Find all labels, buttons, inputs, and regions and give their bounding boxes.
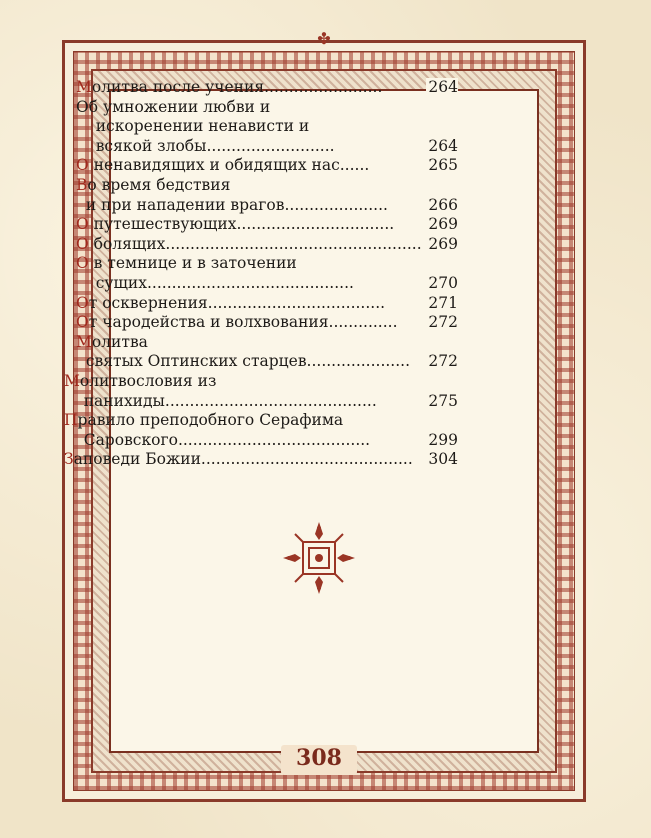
toc-entry-text: олитвословия из (79, 371, 217, 390)
toc-entry (64, 411, 458, 450)
toc-entry (64, 450, 458, 470)
toc-page-number: 275 (428, 391, 458, 410)
table-of-contents (64, 78, 458, 470)
center-ornament-icon (281, 520, 357, 596)
toc-page-number: 272 (428, 352, 458, 371)
toc-entry-line (76, 333, 458, 353)
toc-entry-text: и при нападении врагов..................... (76, 195, 388, 214)
top-crest-icon: ✤ (317, 29, 331, 48)
toc-entry-text: искоренении ненависти и (76, 117, 310, 136)
toc-entry-line (64, 411, 458, 431)
toc-entry-text: олитва (91, 332, 148, 351)
toc-entry-text: Саровского....................................... (64, 430, 371, 449)
toc-page-number: 272 (428, 313, 458, 332)
drop-initial: О (76, 293, 89, 312)
drop-initial: О (76, 313, 89, 332)
toc-entry-line (76, 313, 458, 333)
toc-entry-text: болящих.................................................... (88, 234, 422, 253)
toc-page-number: 269 (428, 215, 458, 234)
toc-page-number: 266 (428, 195, 458, 214)
toc-entry-text: олитва после учения........................ (91, 78, 383, 96)
toc-entry-text: святых Оптинских старцев..................... (76, 352, 411, 371)
toc-entry-line (76, 294, 458, 314)
toc-entry (64, 215, 458, 235)
drop-initial: М (76, 78, 92, 96)
toc-entry-line (64, 450, 458, 470)
toc-entry-text: сущих.......................................... (76, 273, 354, 292)
toc-entry (64, 176, 458, 215)
toc-entry (64, 78, 458, 98)
drop-initial: П (64, 411, 78, 430)
toc-entry-line (76, 176, 458, 196)
page-number: 308 (281, 745, 357, 775)
drop-initial: М (76, 332, 92, 351)
toc-entry (64, 98, 458, 157)
drop-initial: О (76, 234, 89, 253)
toc-entry-text: ненавидящих и обидящих нас...... (88, 156, 370, 175)
toc-entry-text: в темнице и в заточении (88, 254, 297, 273)
toc-entry-text: Об умножении любви и (76, 97, 271, 116)
toc-entry-line (64, 372, 458, 392)
toc-page-number: 271 (428, 293, 458, 312)
toc-entry-text: панихиды........................................... (64, 391, 377, 410)
drop-initial: О (76, 215, 89, 234)
toc-entry (64, 254, 458, 293)
toc-entry-line (76, 98, 458, 118)
toc-page-number: 304 (428, 450, 458, 469)
toc-page-number: 264 (428, 136, 458, 155)
drop-initial: В (76, 175, 88, 194)
toc-page-number: 299 (428, 430, 458, 449)
toc-entry (64, 313, 458, 333)
toc-entry-text: путешествующих................................ (88, 215, 395, 234)
toc-page-number: 264 (428, 78, 458, 96)
toc-page-number: 270 (428, 273, 458, 292)
toc-entry-line (64, 431, 458, 451)
toc-entry (64, 294, 458, 314)
toc-entry-line (76, 117, 458, 137)
toc-entry-line (76, 274, 458, 294)
toc-entry-text: всякой злобы.......................... (76, 136, 335, 155)
toc-entry (64, 156, 458, 176)
toc-entry-line (76, 137, 458, 157)
toc-page-number: 265 (428, 156, 458, 175)
toc-entry-line (76, 196, 458, 216)
toc-entry-line (76, 254, 458, 274)
drop-initial: З (64, 450, 74, 469)
toc-entry-text: т осквернения.................................... (88, 293, 386, 312)
toc-entry (64, 333, 458, 372)
toc-entry-text: аповеди Божии........................................... (73, 450, 413, 469)
toc-entry-text: т чародейства и волхвования.............. (88, 313, 398, 332)
toc-entry (64, 235, 458, 255)
toc-entry-text: равило преподобного Серафима (77, 411, 344, 430)
drop-initial: О (76, 156, 89, 175)
toc-page-number: 269 (428, 234, 458, 253)
toc-entry-line (76, 352, 458, 372)
toc-entry-text: о время бедствия (87, 175, 231, 194)
drop-initial: М (64, 371, 80, 390)
toc-entry-line (64, 392, 458, 412)
toc-entry-line (76, 235, 458, 255)
toc-entry-line (76, 78, 458, 98)
toc-entry-line (76, 156, 458, 176)
toc-entry (64, 372, 458, 411)
toc-entry-line (76, 215, 458, 235)
drop-initial: О (76, 254, 89, 273)
